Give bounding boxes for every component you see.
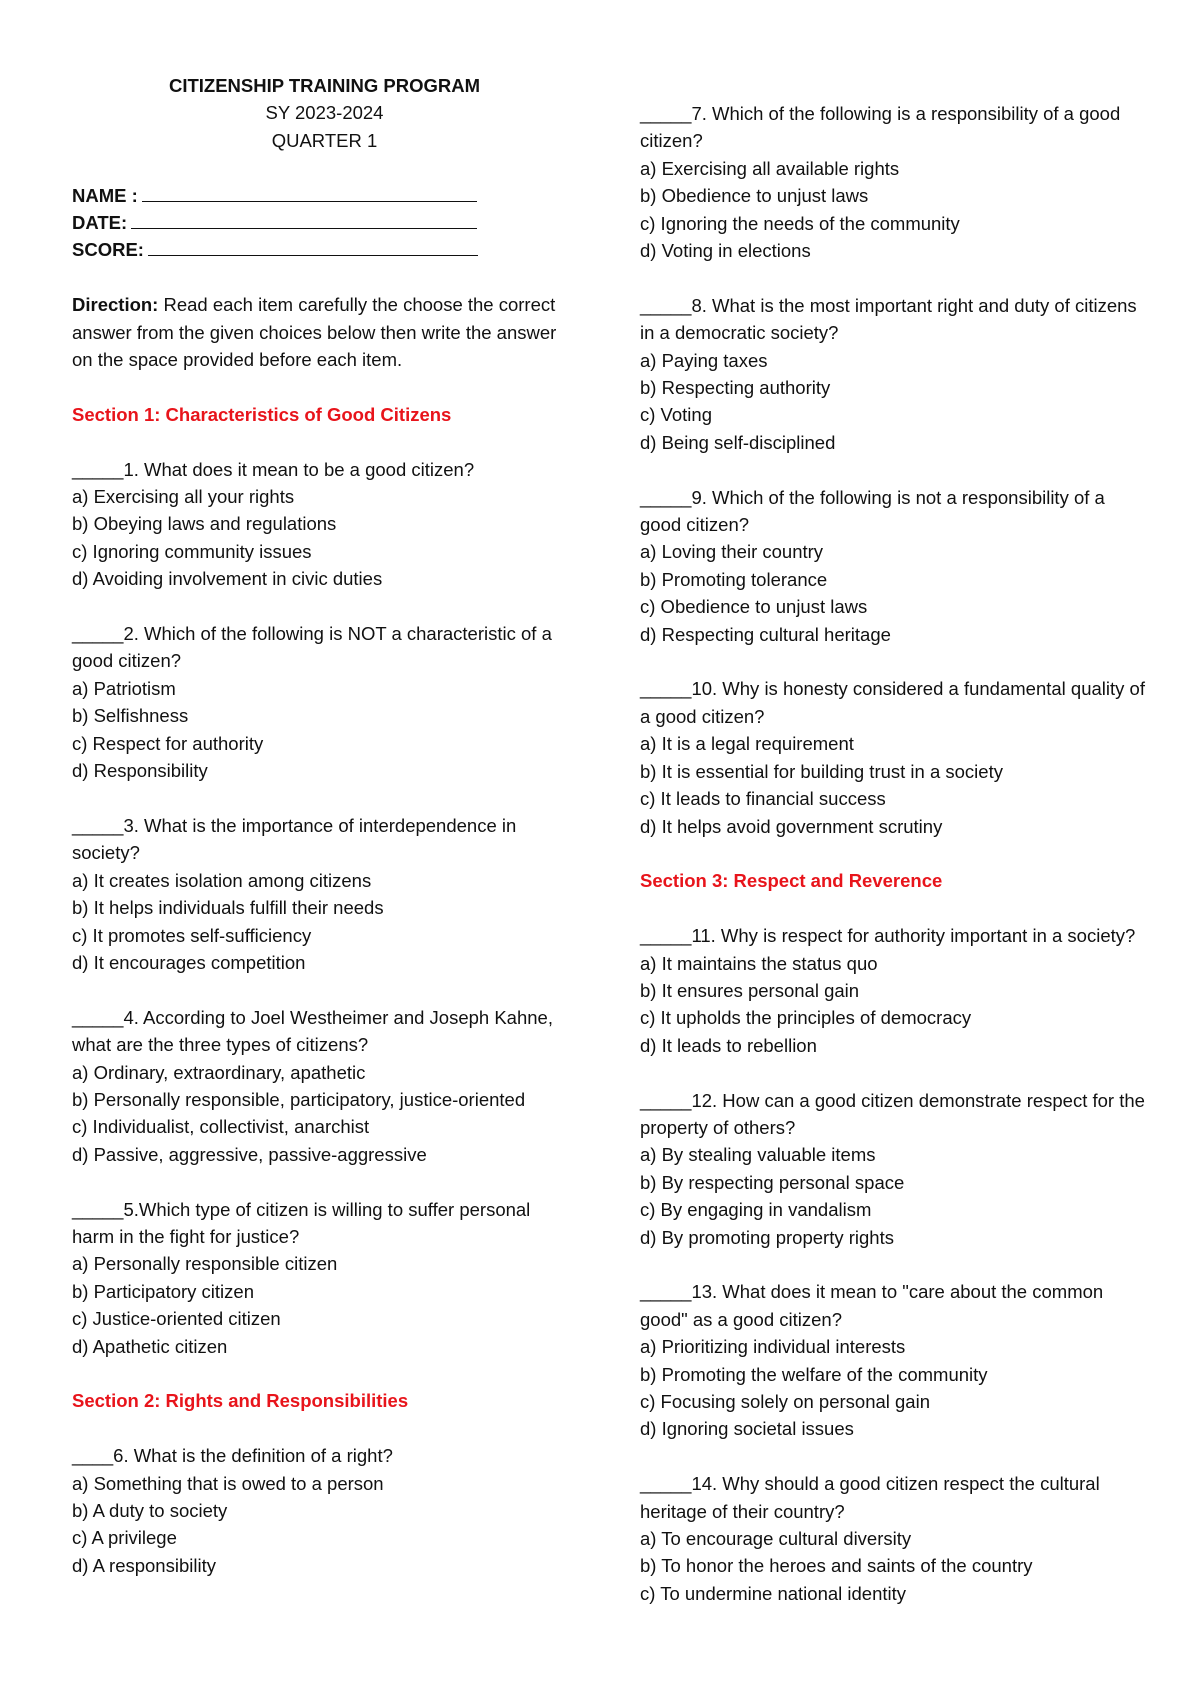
name-label: NAME : — [72, 184, 138, 206]
option-d: d) Avoiding involvement in civic duties — [72, 568, 383, 590]
option-d: d) It leads to rebellion — [640, 1034, 817, 1056]
option-c: c) To undermine national identity — [640, 1582, 907, 1604]
worksheet-header — [72, 72, 577, 154]
option-a: a) It maintains the status quo — [640, 952, 878, 974]
option-c: c) Voting — [640, 404, 712, 426]
option-a: a) Something that is owed to a person — [72, 1472, 384, 1494]
score-line[interactable] — [148, 237, 478, 256]
option-a: a) It is a legal requirement — [640, 733, 854, 755]
option-c: c) Justice-oriented citizen — [72, 1308, 281, 1330]
question-stem: _____7. Which of the following is a responsibility of a good citizen? — [640, 103, 1121, 152]
score-label: SCORE: — [72, 239, 144, 261]
question-5 — [72, 1196, 577, 1360]
option-d: d) By promoting property rights — [640, 1226, 894, 1248]
question-12 — [640, 1087, 1145, 1251]
name-field[interactable] — [72, 182, 577, 209]
option-b: b) To honor the heroes and saints of the country — [640, 1555, 1033, 1577]
question-stem: _____9. Which of the following is not a responsibility of a good citizen? — [640, 486, 1105, 536]
option-b: b) Selfishness — [72, 705, 189, 727]
option-b: b) Obeying laws and regulations — [72, 513, 337, 535]
option-a: a) It creates isolation among citizens — [72, 869, 372, 891]
section-1-title: Section 1: Characteristics of Good Citizens — [72, 403, 452, 425]
option-c: c) It leads to financial success — [640, 788, 886, 810]
option-c: c) Respect for authority — [72, 732, 264, 754]
question-stem: _____14. Why should a good citizen respect the cultural heritage of their country? — [640, 1473, 1100, 1522]
option-a: a) Ordinary, extraordinary, apathetic — [72, 1061, 366, 1083]
question-8 — [640, 292, 1145, 456]
option-d: d) Ignoring societal issues — [640, 1418, 854, 1440]
option-c: c) A privilege — [72, 1527, 177, 1549]
score-field[interactable] — [72, 236, 577, 263]
option-b: b) It ensures personal gain — [640, 979, 860, 1001]
option-a: a) Exercising all available rights — [640, 157, 900, 179]
option-b: b) Promoting tolerance — [640, 568, 828, 590]
question-stem: _____13. What does it mean to "care about the common good" as a good citizen? — [640, 1281, 1104, 1330]
option-d: d) It helps avoid government scrutiny — [640, 815, 943, 837]
date-label: DATE: — [72, 212, 128, 234]
right-column — [640, 100, 1145, 1607]
option-b: b) Obedience to unjust laws — [640, 185, 869, 207]
question-14 — [640, 1470, 1145, 1607]
option-d: d) Being self-disciplined — [640, 431, 836, 453]
question-stem: _____5.Which type of citizen is willing to suffer personal harm in the fight for justice? — [72, 1198, 531, 1247]
option-d: d) Voting in elections — [640, 240, 811, 262]
direction-label: Direction: — [72, 294, 159, 316]
option-a: a) Prioritizing individual interests — [640, 1336, 906, 1358]
option-c: c) It promotes self-sufficiency — [72, 924, 312, 946]
question-2 — [72, 620, 577, 784]
question-stem: _____4. According to Joel Westheimer and Joseph Kahne, what are the three types of citizens? — [72, 1006, 553, 1056]
option-a: a) Personally responsible citizen — [72, 1253, 338, 1275]
option-c: c) Focusing solely on personal gain — [640, 1390, 930, 1412]
question-stem: _____10. Why is honesty considered a fundamental quality of a good citizen? — [640, 678, 1145, 727]
option-c: c) Individualist, collectivist, anarchist — [72, 1116, 370, 1138]
option-b: b) Promoting the welfare of the community — [640, 1363, 988, 1385]
section-3-title: Section 3: Respect and Reverence — [640, 870, 943, 892]
option-b: b) Personally responsible, participatory, justice-oriented — [72, 1088, 526, 1110]
direction-paragraph — [72, 291, 577, 373]
option-c: c) It upholds the principles of democracy — [640, 1007, 972, 1029]
option-c: c) Ignoring the needs of the community — [640, 212, 960, 234]
question-7 — [640, 100, 1145, 264]
question-13 — [640, 1278, 1145, 1442]
option-c: c) By engaging in vandalism — [640, 1199, 872, 1221]
option-a: a) To encourage cultural diversity — [640, 1528, 912, 1549]
question-stem: _____8. What is the most important right and duty of citizens in a democratic society? — [640, 294, 1137, 344]
name-line[interactable] — [142, 183, 477, 202]
question-3 — [72, 812, 577, 976]
question-10 — [640, 675, 1145, 839]
question-stem: _____1. What does it mean to be a good citizen? — [72, 458, 475, 480]
quarter: QUARTER 1 — [271, 129, 378, 151]
question-9 — [640, 484, 1145, 648]
option-b: b) It helps individuals fulfill their needs — [72, 897, 384, 919]
option-d: d) Responsibility — [72, 760, 208, 782]
option-d: d) Passive, aggressive, passive-aggressive — [72, 1143, 427, 1165]
date-field[interactable] — [72, 209, 577, 236]
question-stem: _____3. What is the importance of interdependence in society? — [72, 814, 517, 864]
question-11 — [640, 922, 1145, 1059]
option-b: b) Participatory citizen — [72, 1280, 254, 1302]
option-d: d) A responsibility — [72, 1554, 216, 1576]
option-a: a) By stealing valuable items — [640, 1144, 876, 1166]
option-b: b) By respecting personal space — [640, 1171, 905, 1193]
question-stem: ____6. What is the definition of a right? — [72, 1445, 393, 1467]
option-c: c) Ignoring community issues — [72, 540, 312, 562]
left-column — [72, 72, 577, 1579]
option-a: a) Paying taxes — [640, 349, 768, 371]
option-b: b) Respecting authority — [640, 377, 831, 399]
option-d: d) Apathetic citizen — [72, 1335, 228, 1357]
section-2-title: Section 2: Rights and Responsibilities — [72, 1390, 409, 1412]
school-year: SY 2023-2024 — [265, 102, 384, 124]
program-title: CITIZENSHIP TRAINING PROGRAM — [168, 75, 481, 96]
option-b: b) A duty to society — [72, 1499, 228, 1521]
question-stem: _____12. How can a good citizen demonstrate respect for the property of others? — [640, 1089, 1145, 1138]
option-d: d) Respecting cultural heritage — [640, 623, 891, 645]
option-a: a) Patriotism — [72, 677, 176, 699]
option-a: a) Loving their country — [640, 541, 824, 563]
option-d: d) It encourages competition — [72, 951, 306, 973]
option-c: c) Obedience to unjust laws — [640, 596, 868, 618]
option-a: a) Exercising all your rights — [72, 486, 295, 508]
option-b: b) It is essential for building trust in a society — [640, 760, 1003, 782]
direction-text: Read each item carefully the choose the correct answer from the given choices below then write the answer on the space provided before each item. — [72, 294, 557, 371]
question-6 — [72, 1442, 577, 1579]
question-stem: _____2. Which of the following is NOT a characteristic of a good citizen? — [72, 623, 552, 672]
date-line[interactable] — [131, 210, 477, 229]
question-stem: _____11. Why is respect for authority important in a society? — [640, 925, 1136, 947]
question-1 — [72, 456, 577, 593]
question-4 — [72, 1004, 577, 1168]
